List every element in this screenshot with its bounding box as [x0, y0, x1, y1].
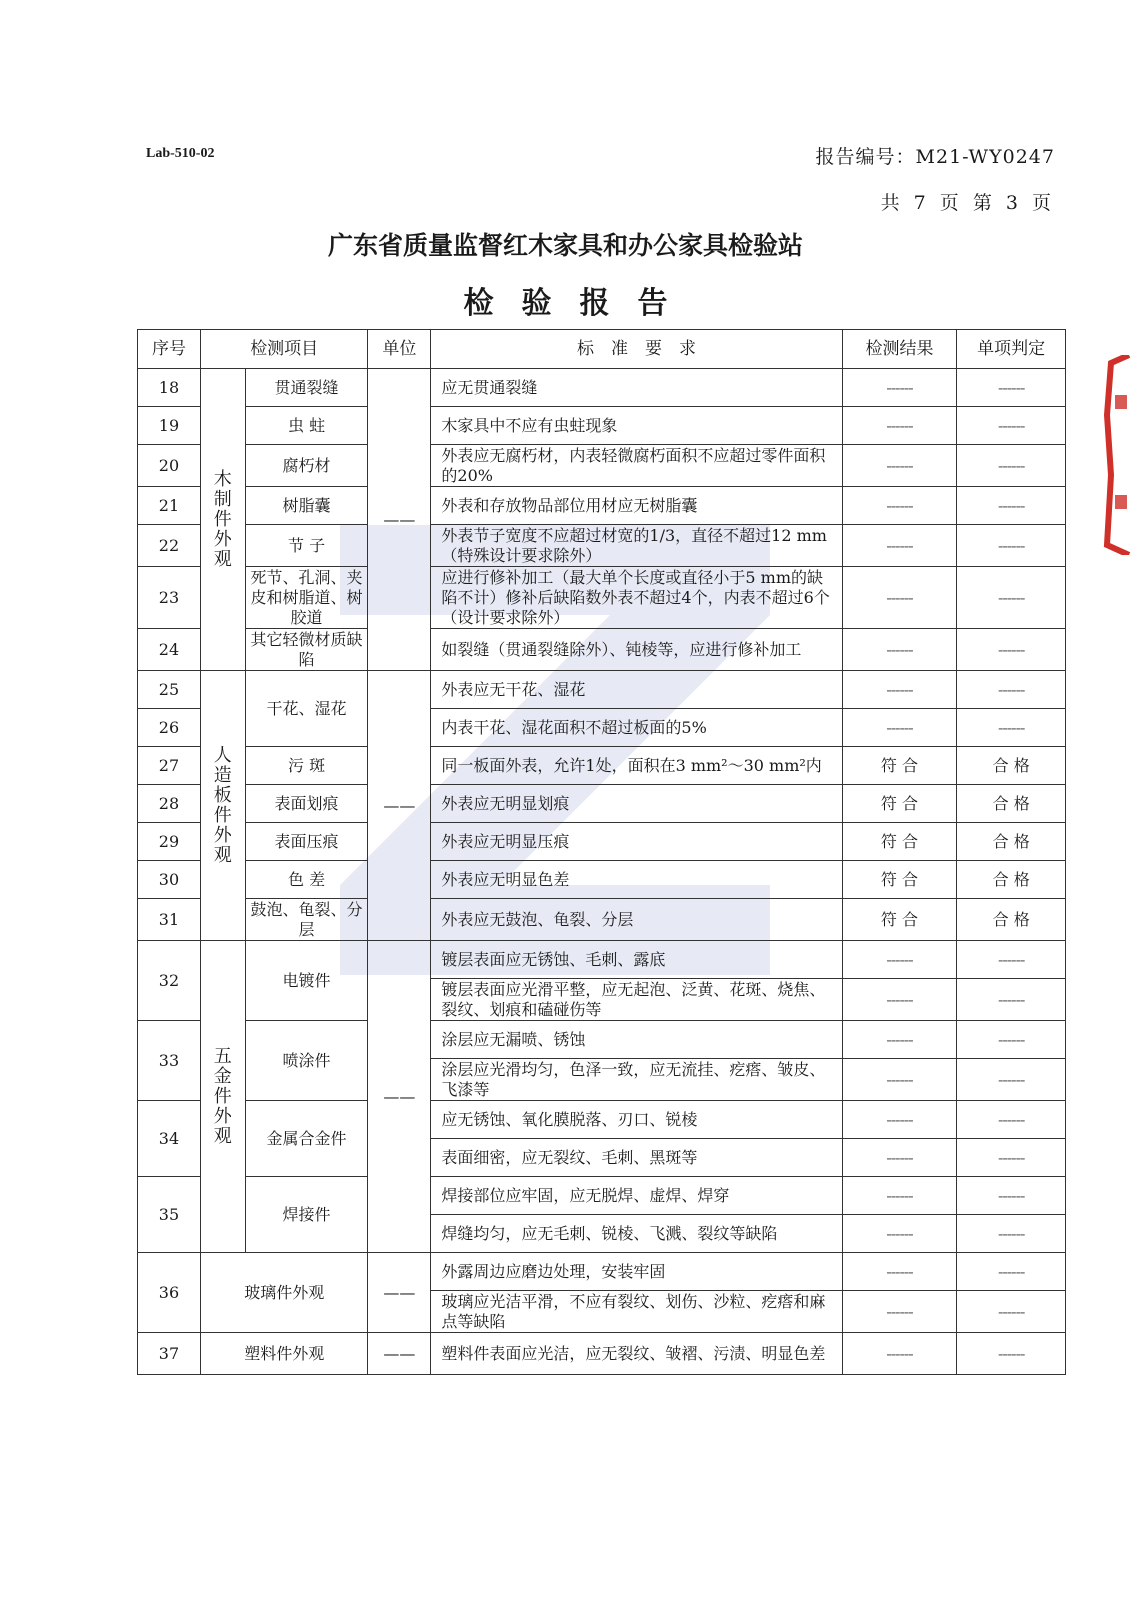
- row-item: 虫 蛀: [245, 407, 368, 445]
- row-requirement: 表面细密，应无裂纹、毛刺、黑斑等: [431, 1139, 842, 1177]
- row-verdict: 合 格: [957, 823, 1066, 861]
- row-verdict: ------: [957, 709, 1066, 747]
- col-requirement: 标 准 要 求: [431, 330, 842, 369]
- row-item: 腐朽材: [245, 445, 368, 487]
- row-requirement: 镀层表面应光滑平整，应无起泡、泛黄、花斑、烧焦、裂纹、划痕和磕碰伤等: [431, 979, 842, 1021]
- row-no: 28: [138, 785, 201, 823]
- row-requirement: 焊接部位应牢固，应无脱焊、虚焊、焊穿: [431, 1177, 842, 1215]
- row-verdict: ------: [957, 671, 1066, 709]
- row-no: 19: [138, 407, 201, 445]
- row-item: 玻璃件外观: [200, 1253, 368, 1333]
- row-requirement: 如裂缝（贯通裂缝除外）、钝棱等，应进行修补加工: [431, 629, 842, 671]
- col-unit: 单位: [368, 330, 431, 369]
- row-no: 26: [138, 709, 201, 747]
- row-no: 22: [138, 525, 201, 567]
- row-result: ------: [842, 1177, 957, 1215]
- row-result: 符 合: [842, 861, 957, 899]
- group-wood-label: 木 制 件 外 观: [200, 369, 245, 671]
- row-verdict: ------: [957, 445, 1066, 487]
- row-result: ------: [842, 979, 957, 1021]
- table-row: [138, 445, 1066, 487]
- row-result: 符 合: [842, 823, 957, 861]
- row-result: ------: [842, 525, 957, 567]
- row-result: ------: [842, 1253, 957, 1291]
- row-requirement: 同一板面外表，允许1处，面积在3 mm²～30 mm²内: [431, 747, 842, 785]
- row-no: 31: [138, 899, 201, 941]
- row-requirement: 外表节子宽度不应超过材宽的1/3，直径不超过12 mm（特殊设计要求除外）: [431, 525, 842, 567]
- row-item: 色 差: [245, 861, 368, 899]
- row-requirement: 外表应无腐朽材，内表轻微腐朽面积不应超过零件面积的20%: [431, 445, 842, 487]
- row-verdict: ------: [957, 1021, 1066, 1059]
- row-verdict: ------: [957, 1101, 1066, 1139]
- row-result: ------: [842, 671, 957, 709]
- group-metal-label: 五 金 件 外 观: [200, 941, 245, 1253]
- row-requirement: 塑料件表面应光洁，应无裂纹、皱褶、污渍、明显色差: [431, 1333, 842, 1375]
- row-item: 干花、湿花: [245, 671, 368, 747]
- row-verdict: ------: [957, 1177, 1066, 1215]
- row-result: ------: [842, 1101, 957, 1139]
- row-no: 25: [138, 671, 201, 709]
- col-result: 检测结果: [842, 330, 957, 369]
- organization-title: 广东省质量监督红木家具和办公家具检验站: [327, 231, 803, 260]
- row-requirement: 外表应无明显压痕: [431, 823, 842, 861]
- row-verdict: ------: [957, 629, 1066, 671]
- document-title: 检验报告: [463, 286, 696, 321]
- row-no: 32: [138, 941, 201, 1021]
- row-requirement: 外表应无干花、湿花: [431, 671, 842, 709]
- row-result: ------: [842, 1021, 957, 1059]
- table-row: [138, 747, 1066, 785]
- row-item: 表面划痕: [245, 785, 368, 823]
- row-verdict: ------: [957, 979, 1066, 1021]
- row-requirement: 外表应无鼓泡、龟裂、分层: [431, 899, 842, 941]
- row-item: 其它轻微材质缺陷: [245, 629, 368, 671]
- row-verdict: ------: [957, 407, 1066, 445]
- row-item: 树脂囊: [245, 487, 368, 525]
- table-row: [138, 1253, 1066, 1291]
- row-verdict: ------: [957, 941, 1066, 979]
- row-requirement: 涂层应光滑均匀，色泽一致，应无流挂、疙瘩、皱皮、飞漆等: [431, 1059, 842, 1101]
- table-row: [138, 567, 1066, 629]
- row-verdict: ------: [957, 369, 1066, 407]
- row-verdict: ------: [957, 1059, 1066, 1101]
- lab-code: Lab-510-02: [146, 146, 215, 161]
- row-no: 24: [138, 629, 201, 671]
- table-row: [138, 941, 1066, 979]
- row-requirement: 镀层表面应无锈蚀、毛刺、露底: [431, 941, 842, 979]
- row-requirement: 玻璃应光洁平滑，不应有裂纹、划伤、沙粒、疙瘩和麻点等缺陷: [431, 1291, 842, 1333]
- row-requirement: 涂层应无漏喷、锈蚀: [431, 1021, 842, 1059]
- row-item: 焊接件: [245, 1177, 368, 1253]
- row-verdict: ------: [957, 567, 1066, 629]
- row-unit: ——: [368, 369, 431, 671]
- row-no: 35: [138, 1177, 201, 1253]
- table-row: [138, 823, 1066, 861]
- row-no: 33: [138, 1021, 201, 1101]
- table-row: [138, 671, 1066, 709]
- table-row: [138, 487, 1066, 525]
- col-seq: 序号: [138, 330, 201, 369]
- row-verdict: 合 格: [957, 785, 1066, 823]
- row-item: 鼓泡、龟裂、分层: [245, 899, 368, 941]
- row-requirement: 木家具中不应有虫蛀现象: [431, 407, 842, 445]
- row-result: ------: [842, 1333, 957, 1375]
- row-unit: ——: [368, 941, 431, 1253]
- row-result: ------: [842, 487, 957, 525]
- row-requirement: 外表和存放物品部位用材应无树脂囊: [431, 487, 842, 525]
- seal-stamp-icon: [1101, 355, 1131, 555]
- row-result: ------: [842, 1059, 957, 1101]
- row-result: ------: [842, 941, 957, 979]
- row-no: 34: [138, 1101, 201, 1177]
- row-verdict: ------: [957, 1139, 1066, 1177]
- inspection-table: [137, 329, 1066, 1375]
- row-result: ------: [842, 629, 957, 671]
- row-result: ------: [842, 1291, 957, 1333]
- row-no: 20: [138, 445, 201, 487]
- table-header-row: [138, 330, 1066, 369]
- row-no: 29: [138, 823, 201, 861]
- row-item: 贯通裂缝: [245, 369, 368, 407]
- row-result: 符 合: [842, 899, 957, 941]
- report-number: 报告编号：M21-WY0247: [815, 146, 1055, 168]
- row-item: 死节、孔洞、夹皮和树脂道、树胶道: [245, 567, 368, 629]
- page-count: 共 7 页 第 3 页: [880, 192, 1055, 214]
- row-item: 金属合金件: [245, 1101, 368, 1177]
- row-requirement: 内表干花、湿花面积不超过板面的5%: [431, 709, 842, 747]
- row-requirement: 外露周边应磨边处理，安装牢固: [431, 1253, 842, 1291]
- row-verdict: 合 格: [957, 899, 1066, 941]
- row-requirement: 应无贯通裂缝: [431, 369, 842, 407]
- row-no: 23: [138, 567, 201, 629]
- row-verdict: ------: [957, 1291, 1066, 1333]
- row-verdict: ------: [957, 1333, 1066, 1375]
- group-panel-label: 人 造 板 件 外 观: [200, 671, 245, 941]
- table-row: [138, 861, 1066, 899]
- row-verdict: ------: [957, 487, 1066, 525]
- row-no: 37: [138, 1333, 201, 1375]
- row-unit: ——: [368, 671, 431, 941]
- table-row: [138, 1021, 1066, 1059]
- row-result: ------: [842, 1215, 957, 1253]
- row-verdict: 合 格: [957, 747, 1066, 785]
- row-requirement: 应进行修补加工（最大单个长度或直径小于5 mm的缺陷不计）修补后缺陷数外表不超过4个，内表不超过6个（设计要求除外）: [431, 567, 842, 629]
- table-row: [138, 785, 1066, 823]
- table-row: [138, 1101, 1066, 1139]
- table-row: [138, 899, 1066, 941]
- table-row: [138, 525, 1066, 567]
- row-unit: ——: [368, 1253, 431, 1333]
- row-result: ------: [842, 407, 957, 445]
- table-row: [138, 407, 1066, 445]
- col-verdict: 单项判定: [957, 330, 1066, 369]
- row-result: ------: [842, 445, 957, 487]
- row-item: 塑料件外观: [200, 1333, 368, 1375]
- table-row: [138, 1177, 1066, 1215]
- row-no: 21: [138, 487, 201, 525]
- table-row: [138, 1333, 1066, 1375]
- row-no: 18: [138, 369, 201, 407]
- row-item: 污 斑: [245, 747, 368, 785]
- row-result: ------: [842, 1139, 957, 1177]
- table-row: [138, 629, 1066, 671]
- row-no: 36: [138, 1253, 201, 1333]
- row-requirement: 应无锈蚀、氧化膜脱落、刃口、锐棱: [431, 1101, 842, 1139]
- row-item: 喷涂件: [245, 1021, 368, 1101]
- row-item: 表面压痕: [245, 823, 368, 861]
- row-result: ------: [842, 709, 957, 747]
- row-result: ------: [842, 369, 957, 407]
- row-result: ------: [842, 567, 957, 629]
- row-item: 节 子: [245, 525, 368, 567]
- row-result: 符 合: [842, 747, 957, 785]
- row-verdict: ------: [957, 1215, 1066, 1253]
- row-no: 30: [138, 861, 201, 899]
- row-requirement: 焊缝均匀，应无毛刺、锐棱、飞溅、裂纹等缺陷: [431, 1215, 842, 1253]
- row-verdict: ------: [957, 525, 1066, 567]
- table-row: [138, 369, 1066, 407]
- col-item: 检测项目: [200, 330, 368, 369]
- row-result: 符 合: [842, 785, 957, 823]
- row-no: 27: [138, 747, 201, 785]
- row-requirement: 外表应无明显划痕: [431, 785, 842, 823]
- row-requirement: 外表应无明显色差: [431, 861, 842, 899]
- row-item: 电镀件: [245, 941, 368, 1021]
- row-verdict: 合 格: [957, 861, 1066, 899]
- row-unit: ——: [368, 1333, 431, 1375]
- row-verdict: ------: [957, 1253, 1066, 1291]
